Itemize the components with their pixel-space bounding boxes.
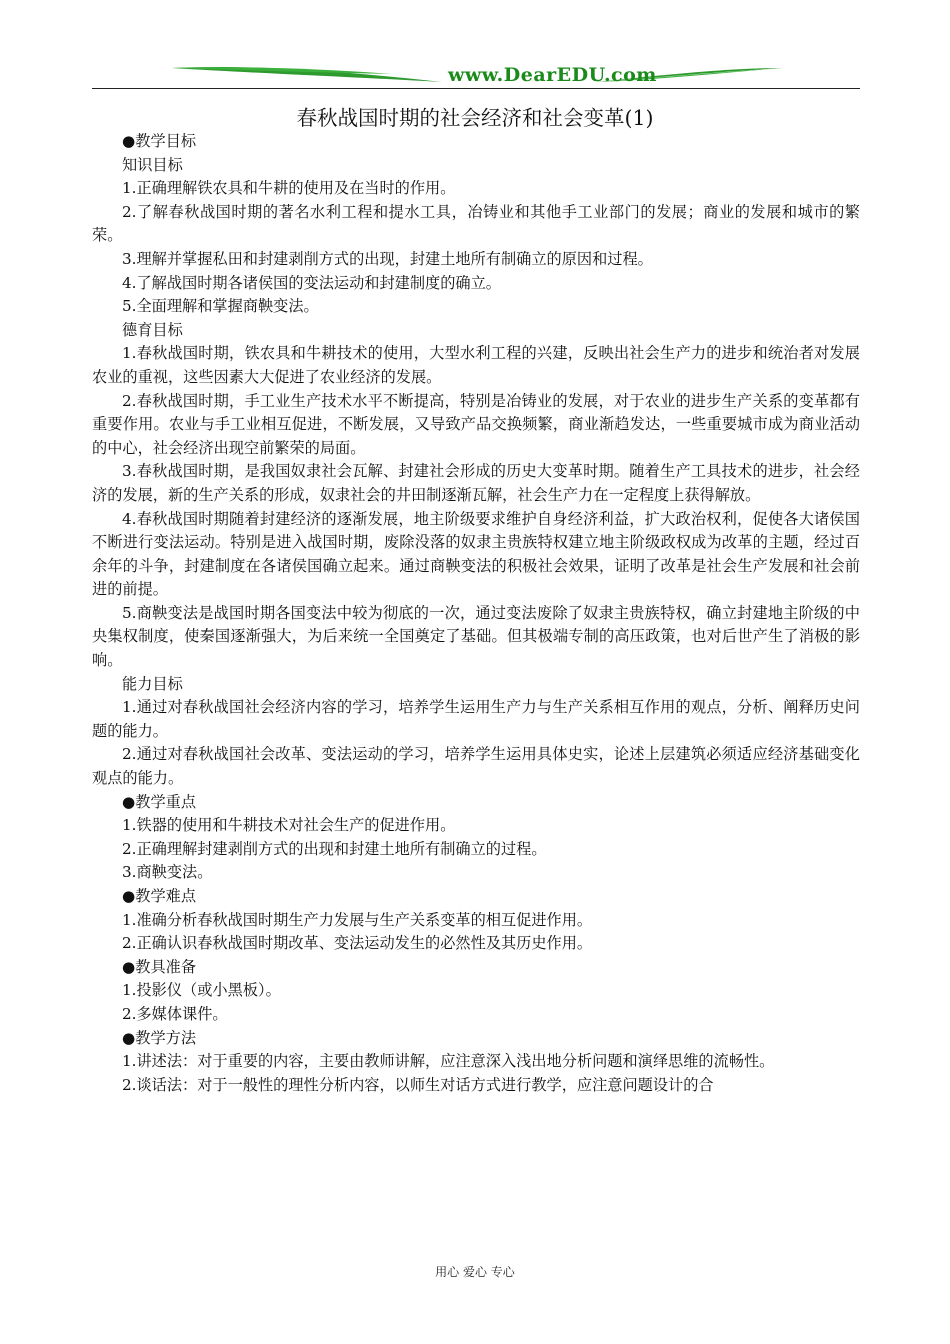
paragraph: 2.春秋战国时期，手工业生产技术水平不断提高，特别是冶铸业的发展，对于农业的进步生产关系的变革都有重要作用。农业与手工业相互促进，不断发展，又导致产品交换频繁，商业渐趋发达，一些重要城市成为商业活动的中心，社会经济出现空前繁荣的局面。 xyxy=(92,391,860,457)
paragraph: 3.理解并掌握私田和封建剥削方式的出现，封建土地所有制确立的原因和过程。 xyxy=(122,249,653,268)
paragraph: 4.春秋战国时期随着封建经济的逐渐发展，地主阶级要求维护自身经济利益，扩大政治权利，促使各大诸侯国不断进行变法运动。特别是进入战国时期，废除没落的奴隶主贵族特权建立地主阶级政权成为改革的主题，经过百余年的斗争，封建制度在各诸侯国确立起来。通过商鞅变法的积极社会效果，证明了改革是社会生产发展和社会前进的前提。 xyxy=(92,509,860,599)
site-logo[interactable]: www.DearEDU.com xyxy=(448,64,657,86)
paragraph: 5.商鞅变法是战国时期各国变法中较为彻底的一次，通过变法废除了奴隶主贵族特权，确立封建地主阶级的中央集权制度，使秦国逐渐强大，为后来统一全国奠定了基础。但其极端专制的高压政策，也对后世产生了消极的影响。 xyxy=(92,603,860,670)
paragraph: ●教具准备 xyxy=(122,957,197,976)
paragraph: 4.了解战国时期各诸侯国的变法运动和封建制度的确立。 xyxy=(122,273,501,292)
paragraph: ●教学目标 xyxy=(122,132,197,150)
paragraph: 1.准确分析春秋战国时期生产力发展与生产关系变革的相互促进作用。 xyxy=(122,910,593,929)
paragraph: 1.春秋战国时期，铁农具和牛耕技术的使用，大型水利工程的兴建，反映出社会生产力的进步和统治者对发展农业的重视，这些因素大大促进了农业经济的发展。 xyxy=(92,344,860,386)
paragraph: 德育目标 xyxy=(122,320,183,339)
paragraph: 1.铁器的使用和牛耕技术对社会生产的促进作用。 xyxy=(122,816,456,835)
paragraph: 2.谈话法：对于一般性的理性分析内容，以师生对话方式进行教学，应注意问题设计的合 xyxy=(122,1075,714,1094)
paragraph: ●教学难点 xyxy=(122,887,197,905)
paragraph: 3.商鞅变法。 xyxy=(122,863,213,882)
paragraph: 2.正确理解封建剥削方式的出现和封建土地所有制确立的过程。 xyxy=(122,839,547,858)
document-body xyxy=(92,130,860,1097)
paragraph: ●教学重点 xyxy=(122,792,197,811)
header-rule xyxy=(92,88,860,89)
paragraph: 2.了解春秋战国时期的著名水利工程和提水工具，冶铸业和其他手工业部门的发展；商业的发展和城市的繁荣。 xyxy=(92,202,860,245)
paragraph: 2.多媒体课件。 xyxy=(122,1004,228,1023)
paragraph: 3.春秋战国时期，是我国奴隶社会瓦解、封建社会形成的历史大变革时期。随着生产工具技术的进步，社会经济的发展，新的生产关系的形成，奴隶社会的井田制逐渐瓦解，社会生产力在一定程度上获得解放。 xyxy=(92,462,860,504)
paragraph: 5.全面理解和掌握商鞅变法。 xyxy=(122,297,319,316)
paragraph: ●教学方法 xyxy=(122,1028,197,1047)
paragraph: 1.投影仪（或小黑板）。 xyxy=(122,981,281,1000)
paragraph: 知识目标 xyxy=(122,155,183,174)
site-header xyxy=(92,60,860,90)
paragraph: 1.正确理解铁农具和牛耕的使用及在当时的作用。 xyxy=(122,179,456,198)
page-title: 春秋战国时期的社会经济和社会变革(1) xyxy=(296,106,654,130)
page-footer: 用心 爱心 专心 xyxy=(435,1265,515,1279)
paragraph: 能力目标 xyxy=(122,674,183,693)
paragraph: 2.通过对春秋战国社会改革、变法运动的学习，培养学生运用具体史实，论述上层建筑必须适应经济基础变化观点的能力。 xyxy=(92,745,860,788)
paragraph: 1.讲述法：对于重要的内容，主要由教师讲解，应注意深入浅出地分析问题和演绎思维的流畅性。 xyxy=(122,1052,775,1071)
paragraph: 1.通过对春秋战国社会经济内容的学习，培养学生运用生产力与生产关系相互作用的观点，分析、阐释历史问题的能力。 xyxy=(92,698,860,740)
paragraph: 2.正确认识春秋战国时期改革、变法运动发生的必然性及其历史作用。 xyxy=(122,934,593,953)
